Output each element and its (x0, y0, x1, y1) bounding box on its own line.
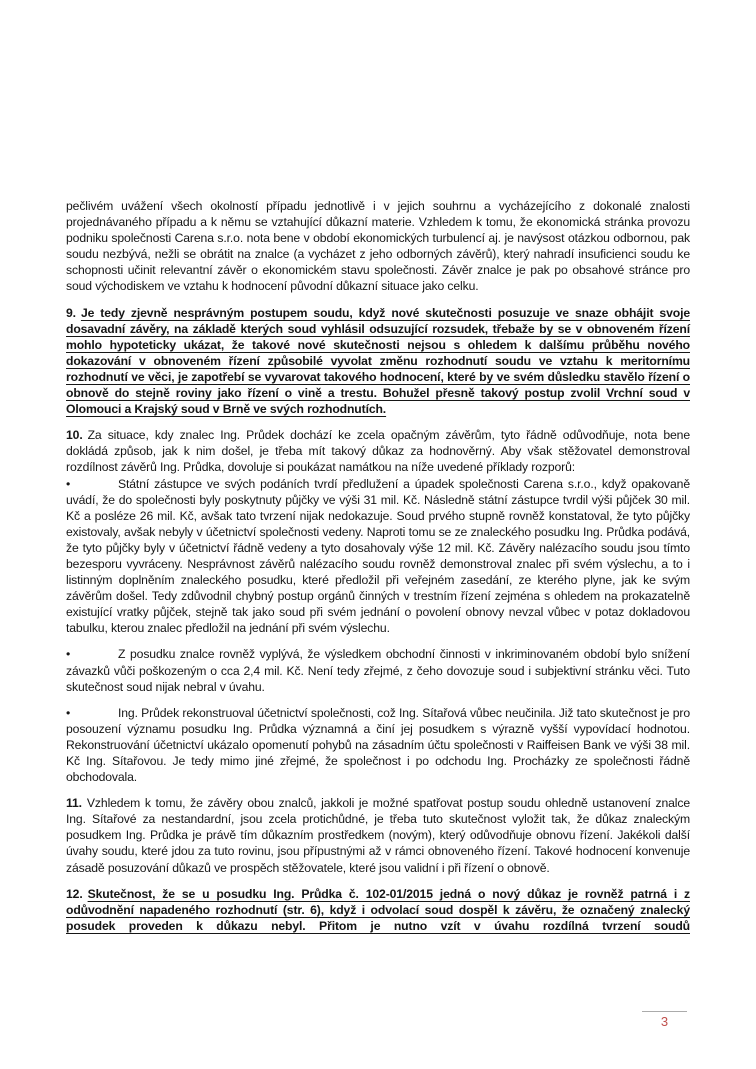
paragraph-11-text: Vzhledem k tomu, že závěry obou znalců, jakkoli je možné spatřovat postup soudu ohledně ustanovení znalce Ing. Sítařové za nestandardní, jsou zcela protichůdné, je třeba tuto skutečnost vyložit tak, že důkaz znaleckým posudkem Ing. Průdka je právě tím důkazním prostředkem (novým), který odůvodňuje obnovu řízení. Jakékoli další úvahy soudu, které jdou za tuto rovinu, jsou přípustnými až v rámci obnoveného řízení. Takové hodnocení konvenuje zásadě posuzování důkazů ve prospěch stěžovatele, které jsou validní i při řízení o obnově. (66, 796, 690, 875)
bullet-icon: • (66, 705, 71, 720)
bullet-item-1-text: Státní zástupce ve svých podáních tvrdí předlužení a úpadek společnosti Carena s.r.o., když opakovaně uvádí, že do společnosti byly poskytnuty půjčky ve výši 31 mil. Kč. Následně státní zástupce tvrdil výši půjček 30 mil. Kč a posléze 26 mil. Kč, avšak tato tvrzení nijak nedokazuje. Soud prvého stupně rovněž konstatoval, že tyto půjčky existovaly, avšak nebyly v účetnictví společnosti vedeny. Naproti tomu se ze znaleckého posudku Ing. Průdka podává, že tyto půjčky byly v účetnictví řádně vedeny a tyto dosahovaly výše 12 mil. Kč. Závěry nalézacího soudu jsou tímto bezesporu vyvráceny. Nesprávnost závěrů nalézacího soudu rovněž demonstroval znalec při svém výslechu, a to i listinným doplněním znaleckého posudku, které předložil při veřejném zasedání, ze kterého plyne, jak ke svým závěrům došel. Tedy zdůvodnil chybný postup orgánů činných v trestním řízení zejména s ohledem na prokazatelně existující vratky půjček, stejně tak jako soud při svém jednání o povolení obnovy nevzal vůbec v potaz dokladovou tabulku, kterou znalec předložil na jednání při svém výslechu. (66, 476, 690, 636)
paragraph-10-text: Za situace, kdy znalec Ing. Průdek dochází ke zcela opačným závěrům, tyto řádně odůvodňuje, nota bene dokládá způsob, jak k nim došel, je třeba mít takový důkaz za hodnověrný. Aby však stěžovatel demonstroval rozdílnost závěrů Ing. Průdka, dovoluje si poukázat namátkou na níže uvedené příklady rozporů: (66, 428, 690, 475)
bullet-item-2-text: Z posudku znalce rovněž vyplývá, že výsledkem obchodní činnosti v inkriminovaném období bylo snížení závazků vůči poškozeným o cca 2,4 mil. Kč. Není tedy zřejmé, z čeho dovozuje soud i subjektivní stránku věci. Tuto skutečnost soud nijak nebral v úvahu. (66, 647, 690, 694)
bullet-item-3 (66, 705, 690, 785)
page-footer (642, 1011, 687, 1029)
bullet-item-2 (66, 646, 690, 694)
paragraph-11 (66, 795, 690, 875)
paragraph-9-number: 9. (66, 305, 76, 320)
bullet-item-1 (66, 476, 690, 637)
paragraph-12-text: Skutečnost, že se u posudku Ing. Průdka č. 102-01/2015 jedná o nový důkaz je rovněž patrná i z odůvodnění napadeného rozhodnutí (str. 6), když i odvolací soud dospěl k závěru, že označený znalecký posudek proveden k důkazu nebyl. Přitom je nutno vzít v úvahu rozdílná tvrzení soudů (66, 886, 690, 933)
paragraph-intro-continuation: pečlivém uvážení všech okolností případu jednotlivě i v jejich souhrnu a vycházejícího z dokonalé znalosti projednávaného případu a k němu se vztahující důkazní materie. Vzhledem k tomu, že ekonomická stránka provozu podniku společnosti Carena s.r.o. nota bene v období ekonomických turbulencí aj. je navýsost otázkou odbornou, pak soudu nezbývá, nežli se obrátit na znalce (a vycházet z jeho odborných závěrů), který nahradí insuficienci soudu ke schopnosti učinit relevantní závěr o ekonomickém stavu společnosti. Závěr znalce je pak po obsahové stránce pro soud východiskem ve vztahu k hodnocení původní důkazní situace jako celku. (66, 199, 690, 294)
bullet-icon: • (66, 476, 71, 491)
paragraph-9 (66, 305, 690, 418)
bullet-icon: • (66, 647, 71, 662)
paragraph-12-number: 12. (66, 886, 83, 901)
page-number: 3 (660, 1014, 669, 1029)
document-body (66, 198, 690, 944)
paragraph-10-number: 10. (66, 428, 83, 443)
paragraph-11-number: 11. (66, 796, 82, 811)
paragraph-12 (66, 886, 690, 934)
paragraph-9-text: Je tedy zjevně nesprávným postupem soudu, když nové skutečnosti posuzuje ve snaze obhájit svoje dosavadní závěry, na základě kterých soud vyhlásil odsuzující rozsudek, třebaže by se v obnoveném řízení mohlo hypoteticky ukázat, že takové nové skutečnosti nejsou s ohledem k dalšímu průběhu nového dokazování v obnoveném řízení způsobilé vyvolat změnu rozhodnutí soudu ve vztahu k meritornímu rozhodnutí ve věci, je zapotřebí se vyvarovat takového hodnocení, které by ve svém důsledku stavělo řízení o obnově do stejně roviny jako řízení o vině a trestu. Bohužel přesně takový postup zvolil Vrchní soud v Olomouci a Krajský soud v Brně ve svých rozhodnutích. (66, 305, 690, 417)
bullet-item-3-text: Ing. Průdek rekonstruoval účetnictví společnosti, což Ing. Sítařová vůbec neučinila. Již tato skutečnost je pro posouzení významu posudku Ing. Průdka významná a činí jej posudkem s výrazně vyšší vypovídací hodnotou. Rekonstruování účetnictví ukázalo opomenutí pohybů na zásadním účtu společnosti v Raiffeisen Bank ve výši 38 mil. Kč Ing. Sítařovou. Je tedy mimo jiné zřejmé, že společnost i po odchodu Ing. Procházky ze společnosti řádně obchodovala. (66, 705, 690, 785)
paragraph-10 (66, 427, 690, 475)
